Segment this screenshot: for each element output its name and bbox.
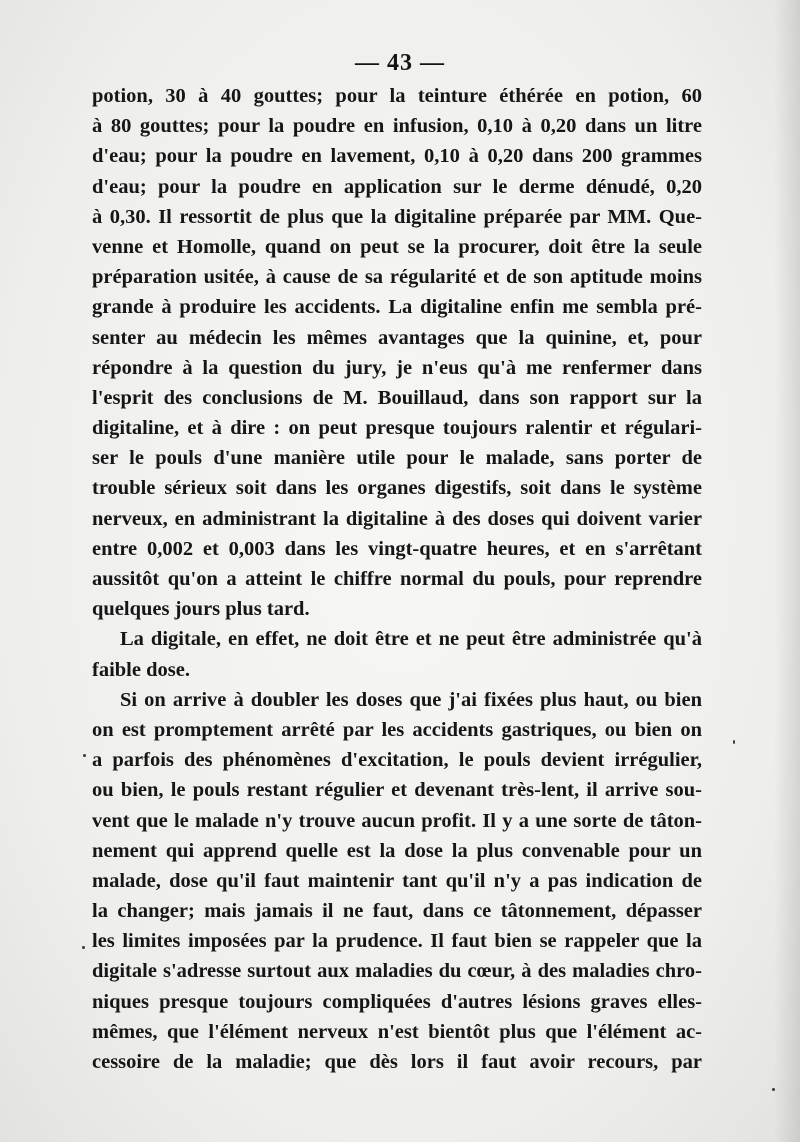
text-line: l'esprit des conclusions de M. Bouillaud, dans son rapport sur la xyxy=(92,386,702,409)
text-line: La digitale, en effet, ne doit être et ne peut être administrée qu'à xyxy=(120,628,702,651)
ink-speck xyxy=(83,754,86,757)
text-line: potion, 30 à 40 gouttes; pour la teinture éthérée en potion, 60 xyxy=(92,85,702,107)
text-line: à 0,30. Il ressortit de plus que la digitaline préparée par MM. Que- xyxy=(92,205,702,228)
text-line: grande à produire les accidents. La digitaline enfin me sembla pré- xyxy=(92,296,702,319)
text-line: trouble sérieux soit dans les organes digestifs, soit dans le système xyxy=(92,477,702,500)
text-line: a parfois des phénomènes d'excitation, le pouls devient irrégulier, xyxy=(92,749,702,772)
text-line: aussitôt qu'on a atteint le chiffre normal du pouls, pour reprendre xyxy=(92,568,702,590)
ink-speck xyxy=(82,946,85,949)
text-line: les limites imposées par la prudence. Il faut bien se rappeler que la xyxy=(92,930,702,953)
text-line: ou bien, le pouls restant régulier et devenant très-lent, il arrive sou- xyxy=(92,779,702,802)
page-edge-shadow xyxy=(774,0,800,1142)
text-line: faible dose. xyxy=(92,658,190,681)
ink-speck xyxy=(772,1088,775,1091)
text-line: d'eau; pour la poudre en lavement, 0,10 à 0,20 dans 200 grammes xyxy=(92,145,702,168)
text-line: nerveux, en administrant la digitaline à des doses qui doivent varier xyxy=(92,507,702,530)
text-line: on est promptement arrêté par les accidents gastriques, ou bien on xyxy=(92,718,702,741)
text-line: cessoire de la maladie; que dès lors il faut avoir recours, par xyxy=(92,1051,702,1073)
text-line: la changer; mais jamais il ne faut, dans ce tâtonnement, dépasser xyxy=(92,900,702,923)
page-number: — 43 — xyxy=(355,50,445,76)
text-line: entre 0,002 et 0,003 dans les vingt-quatre heures, et en s'arrêtant xyxy=(92,537,702,560)
text-line: digitale s'adresse surtout aux maladies du cœur, à des maladies chro- xyxy=(92,960,702,983)
text-line: ser le pouls d'une manière utile pour le malade, sans porter de xyxy=(92,447,702,470)
text-line: digitaline, et à dire : on peut presque toujours ralentir et régulari- xyxy=(92,417,702,440)
text-line: nement qui apprend quelle est la dose la plus convenable pour un xyxy=(92,839,702,862)
text-line: Si on arrive à doubler les doses que j'ai fixées plus haut, ou bien xyxy=(120,688,702,711)
text-line: niques presque toujours compliquées d'autres lésions graves elles- xyxy=(92,990,702,1013)
text-line: répondre à la question du jury, je n'eus qu'à me renfermer dans xyxy=(92,356,702,379)
text-line: mêmes, que l'élément nerveux n'est bientôt plus que l'élément ac- xyxy=(92,1020,702,1043)
text-line: préparation usitée, à cause de sa régularité et de son aptitude moins xyxy=(92,266,702,289)
body-text xyxy=(92,81,702,1077)
text-line: vent que le malade n'y trouve aucun profit. Il y a une sorte de tâton- xyxy=(92,809,702,832)
text-line: à 80 gouttes; pour la poudre en infusion, 0,10 à 0,20 dans un litre xyxy=(92,115,702,138)
text-line: quelques jours plus tard. xyxy=(92,598,310,621)
ink-speck xyxy=(733,740,735,744)
text-line: malade, dose qu'il faut maintenir tant qu'il n'y a pas indication de xyxy=(92,869,702,892)
text-line: d'eau; pour la poudre en application sur le derme dénudé, 0,20 xyxy=(92,175,702,198)
text-line: senter au médecin les mêmes avantages que la quinine, et, pour xyxy=(92,326,702,349)
text-line: venne et Homolle, quand on peut se la procurer, doit être la seule xyxy=(92,235,702,258)
